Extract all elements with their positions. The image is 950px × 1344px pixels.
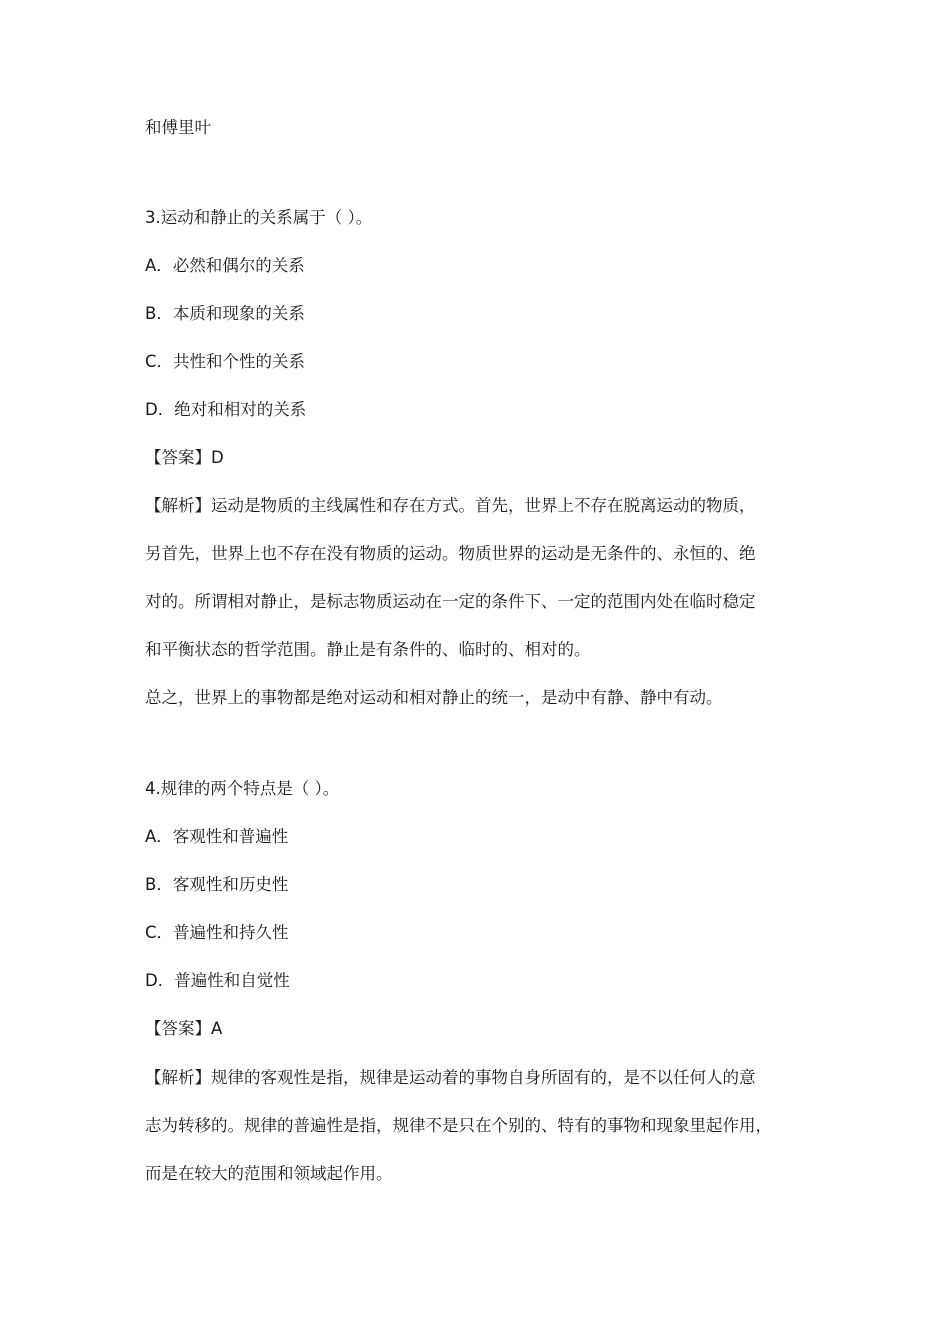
q4-question: 4.规律的两个特点是（ ）。 — [145, 779, 340, 798]
q4-analysis-line-2: 志为转移的。规律的普遍性是指，规律不是只在个别的、特有的事物和现象里起作用， — [145, 1116, 772, 1135]
q4-option-d: D．普遍性和自觉性 — [145, 971, 290, 990]
q4-answer: 【答案】A — [145, 1019, 223, 1038]
q4-analysis-line-1: 【解析】规律的客观性是指，规律是运动着的事物自身所固有的，是不以任何人的意 — [145, 1068, 756, 1087]
q3-option-b: B．本质和现象的关系 — [145, 304, 305, 323]
q4-option-b: B．客观性和历史性 — [145, 875, 289, 894]
q4-option-c: C．普遍性和持久性 — [145, 923, 289, 942]
carryover-text: 和傅里叶 — [145, 118, 211, 137]
q3-option-c: C．共性和个性的关系 — [145, 352, 306, 371]
q3-option-d: D．绝对和相对的关系 — [145, 400, 307, 419]
q3-option-a: A．必然和偶尔的关系 — [145, 256, 305, 275]
q3-question: 3.运动和静止的关系属于（ ）。 — [145, 208, 373, 227]
q3-analysis-line-4: 和平衡状态的哲学范围。静止是有条件的、临时的、相对的。 — [145, 640, 591, 659]
q3-answer: 【答案】D — [145, 448, 224, 467]
q4-analysis-line-3: 而是在较大的范围和领域起作用。 — [145, 1164, 393, 1183]
q3-analysis-line-5: 总之，世界上的事物都是绝对运动和相对静止的统一，是动中有静、静中有动。 — [145, 688, 723, 707]
q3-analysis-line-1: 【解析】运动是物质的主线属性和存在方式。首先，世界上不存在脱离运动的物质， — [145, 496, 756, 515]
q3-analysis-line-3: 对的。所谓相对静止，是标志物质运动在一定的条件下、一定的范围内处在临时稳定 — [145, 592, 756, 611]
q4-option-a: A．客观性和普遍性 — [145, 827, 289, 846]
q3-analysis-line-2: 另首先，世界上也不存在没有物质的运动。物质世界的运动是无条件的、永恒的、绝 — [145, 544, 756, 563]
